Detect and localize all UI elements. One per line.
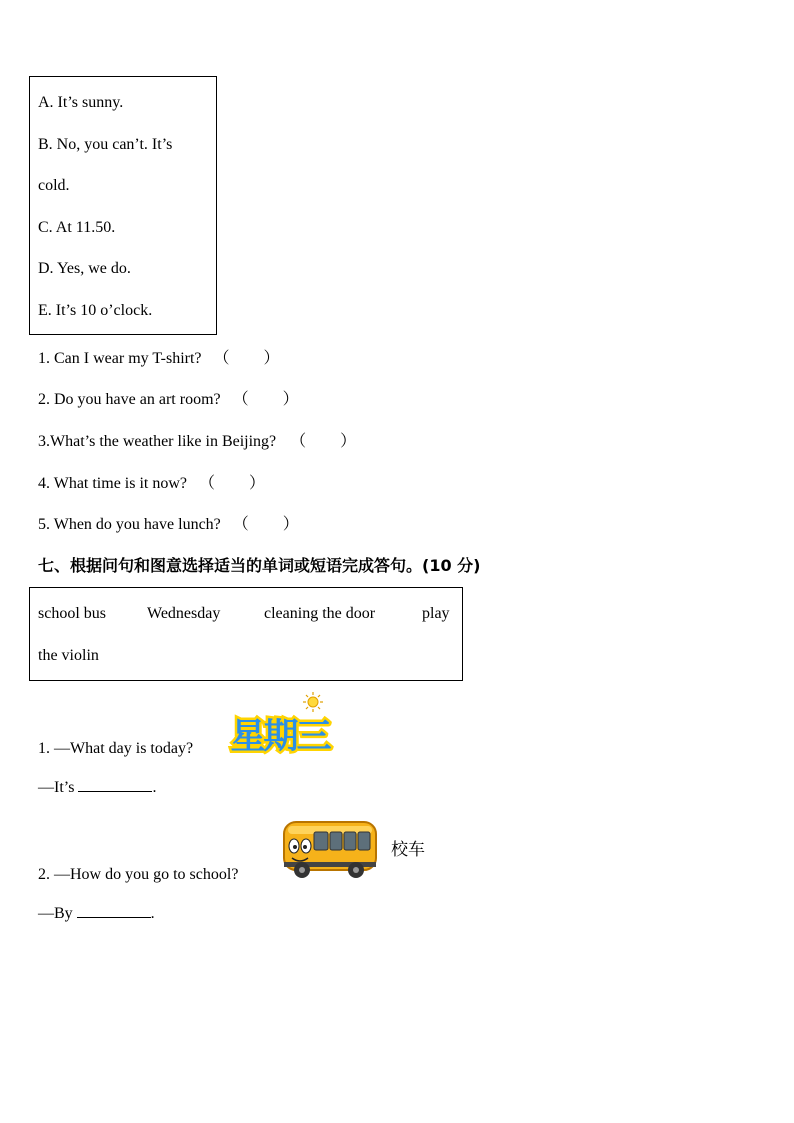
item-1-question: 1. —What day is today? <box>38 740 194 757</box>
word-bank-item: play <box>422 605 450 622</box>
answer-blank[interactable] <box>78 777 152 792</box>
answer-paren-open: （ <box>232 391 249 408</box>
word-bank-item: Wednesday <box>147 605 221 622</box>
option-b-cont: cold. <box>38 177 70 194</box>
option-a: A. It’s sunny. <box>38 94 124 111</box>
item-2-question: 2. —How do you go to school? <box>38 866 239 883</box>
answer-paren-open: （ <box>213 350 230 367</box>
question-4: 4. What time is it now? （ ） <box>38 475 266 492</box>
options-box <box>29 76 217 335</box>
weekday-picture-text: 星期三 <box>230 717 330 757</box>
question-1: 1. Can I wear my T-shirt? （ ） <box>38 350 280 367</box>
item-2-answer: —By . <box>38 905 155 922</box>
answer-paren-close: ） <box>282 391 299 408</box>
option-c: C. At 11.50. <box>38 219 116 236</box>
sun-icon <box>303 692 323 712</box>
word-bank-item: cleaning the door <box>264 605 376 622</box>
item-1-answer: —It’s . <box>38 779 157 796</box>
option-e: E. It’s 10 o’clock. <box>38 302 153 319</box>
school-bus-caption: 校车 <box>391 840 425 860</box>
answer-blank[interactable] <box>77 903 151 918</box>
answer-paren-close: ） <box>263 350 280 367</box>
answer-paren-close: ） <box>340 433 357 450</box>
word-bank-box <box>29 587 463 681</box>
section-7-title: 七、根据问句和图意选择适当的单词或短语完成答句。(10 分) <box>38 556 481 575</box>
word-bank-item: the violin <box>38 647 99 664</box>
word-bank-item: school bus <box>38 605 106 622</box>
wednesday-picture <box>224 690 336 756</box>
answer-paren-open: （ <box>290 433 307 450</box>
answer-paren-close: ） <box>249 475 266 492</box>
question-3: 3.What’s the weather like in Beijing? （ ） <box>38 433 357 450</box>
option-b: B. No, you can’t. It’s <box>38 136 173 153</box>
school-bus-icon <box>280 818 380 882</box>
question-2: 2. Do you have an art room? （ ） <box>38 391 299 408</box>
answer-paren-open: （ <box>199 475 216 492</box>
option-d: D. Yes, we do. <box>38 260 131 277</box>
answer-paren-open: （ <box>232 516 249 533</box>
answer-paren-close: ） <box>282 516 299 533</box>
question-5: 5. When do you have lunch? （ ） <box>38 516 299 533</box>
